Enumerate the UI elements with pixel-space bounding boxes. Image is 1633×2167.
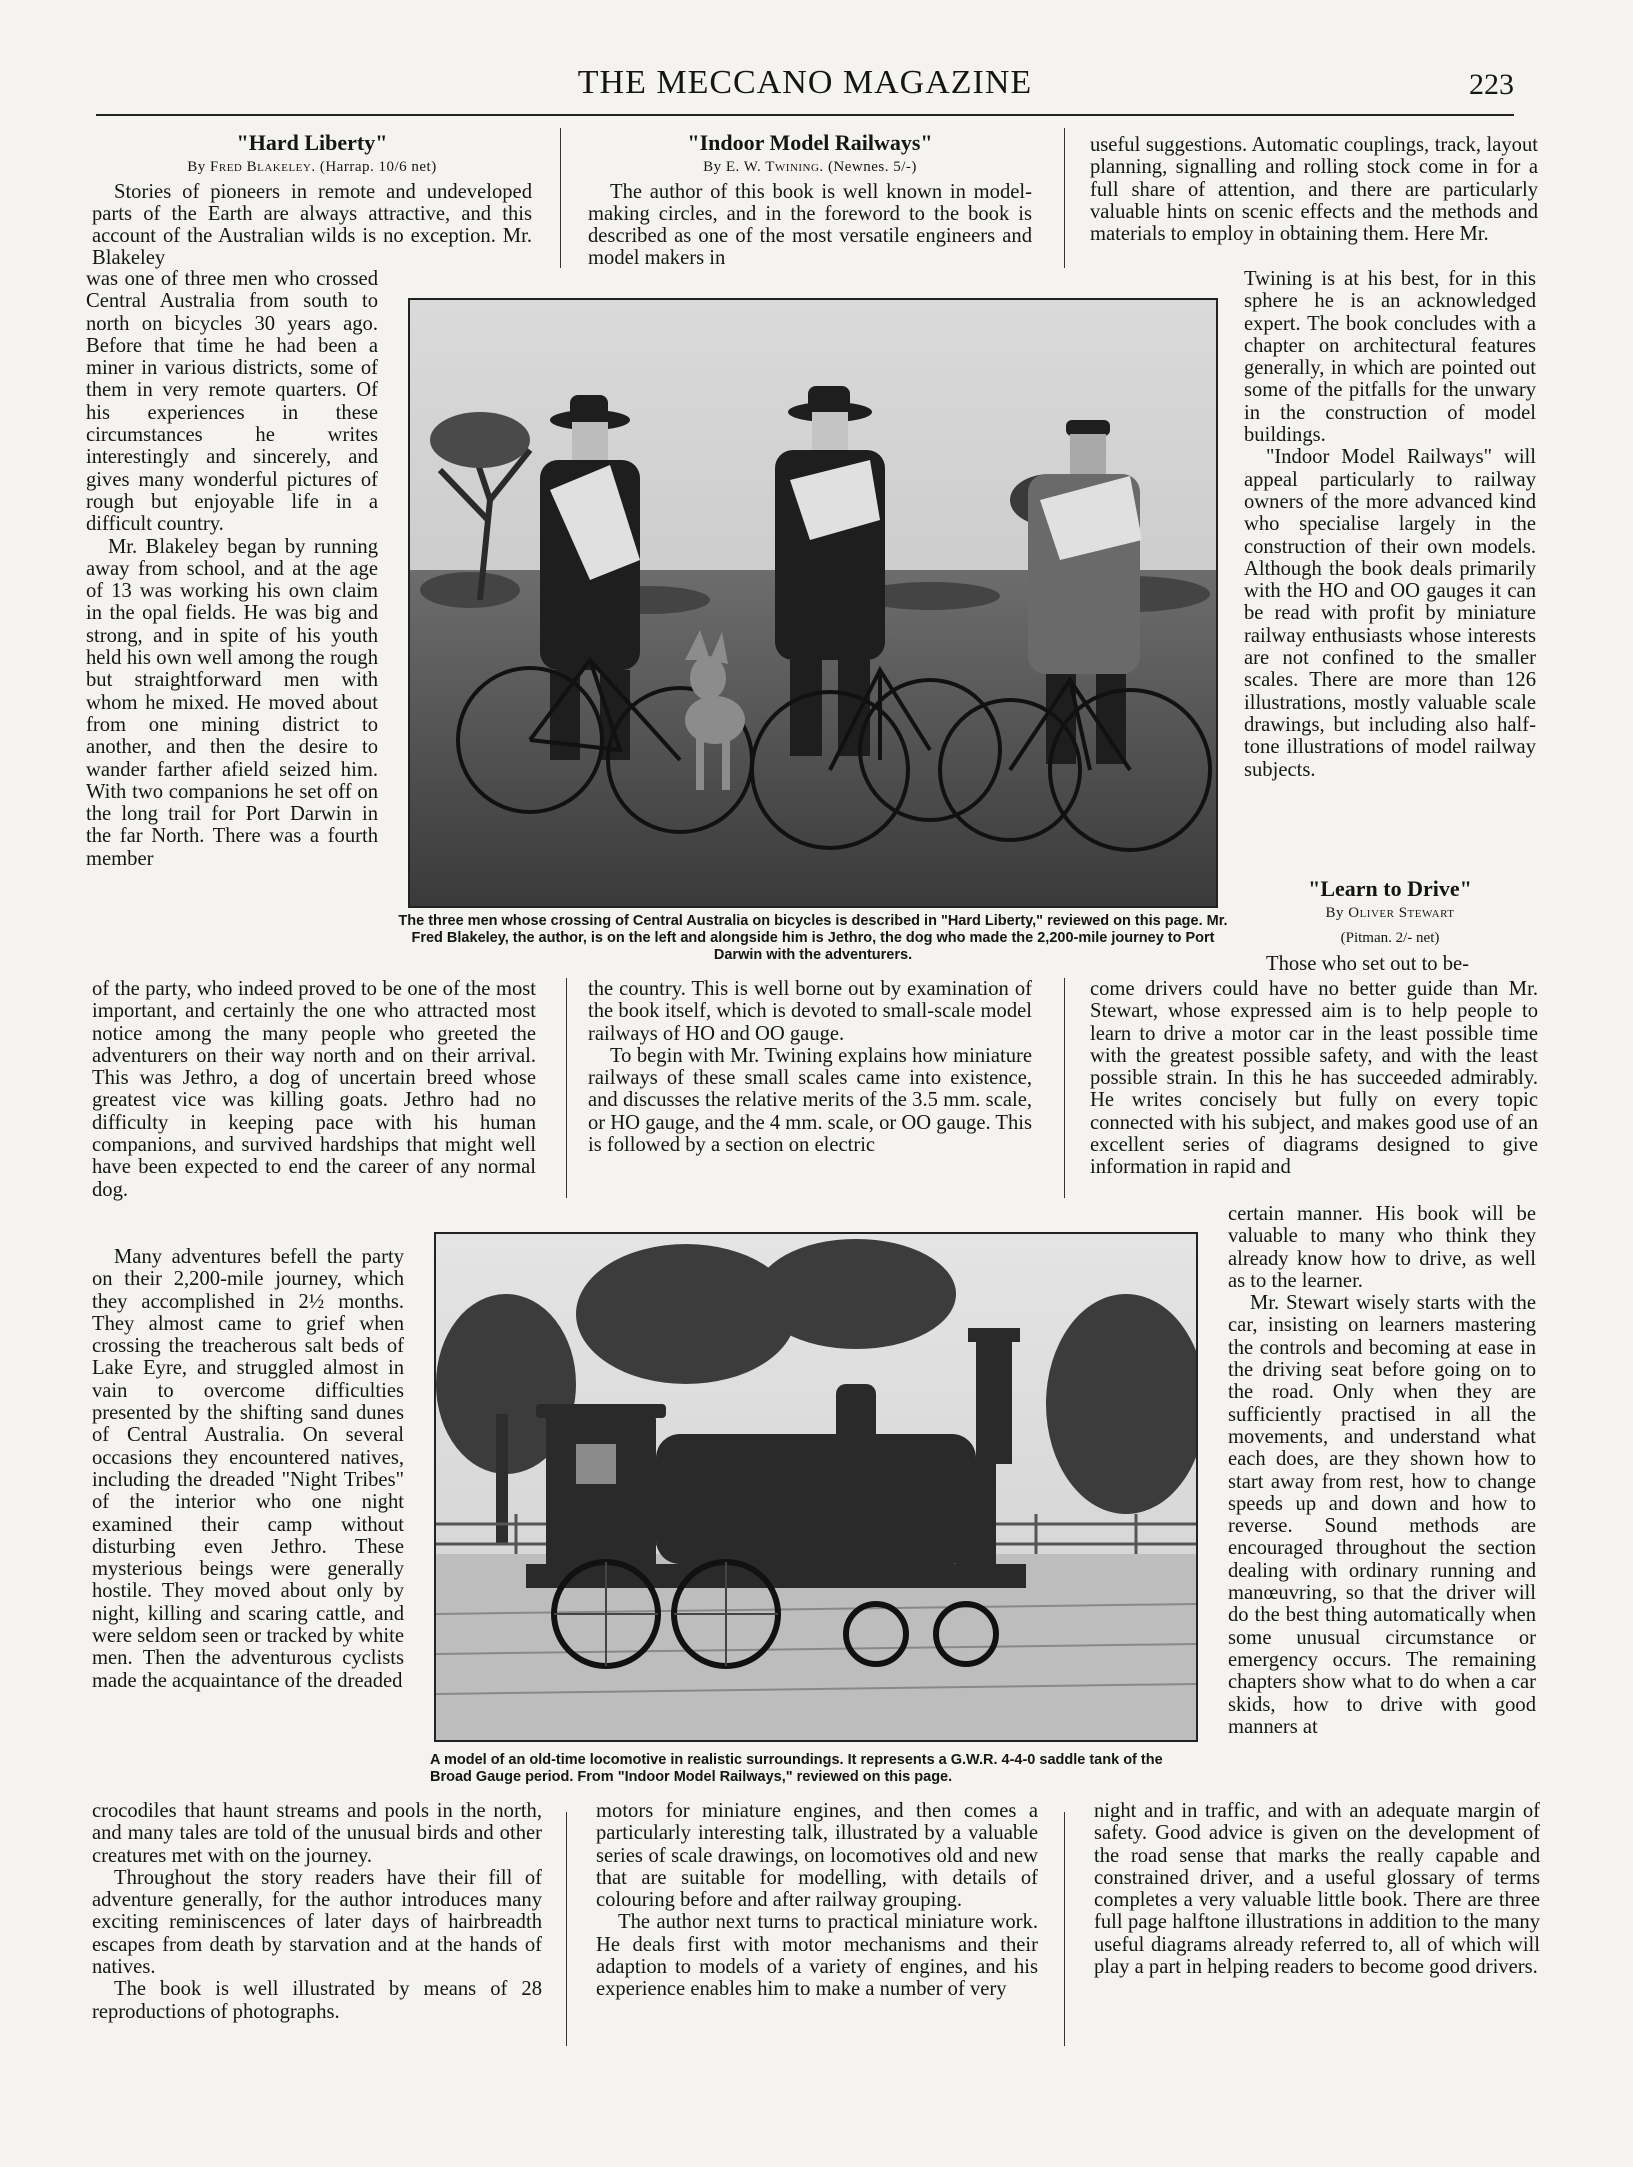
article-learn-to-drive-mid <box>1090 978 1538 1179</box>
paragraph: night and in traffic, and with an adequate margin of safety. Good advice is given on the development of the road sense that marks the really capable and constrained driver, and a useful glossary of terms completes a very valuable little book. There are three full page halftone illustrations in addition to the many useful diagrams already referred to, all of which will play a part in helping readers to become good drivers. <box>1094 1800 1540 1979</box>
publisher-info: (Newnes. 5/-) <box>827 159 917 176</box>
article-learn-to-drive-head <box>1244 878 1536 975</box>
byline-indoor-model-railways <box>588 156 1032 178</box>
column-rule-right-top <box>1064 128 1065 268</box>
column-rule-right-bottom <box>1064 1812 1065 2046</box>
article-indoor-railways-top <box>588 132 1032 270</box>
paragraph: motors for miniature engines, and then comes a particularly interesting talk, illustrated by a valuable series of scale drawings, on locomotives old and new that are suitable for modelling, with details of colouring before and after railway grouping. <box>596 1800 1038 1912</box>
article-hard-liberty-mid <box>92 978 536 1201</box>
publisher-info: (Harrap. 10/6 net) <box>319 159 437 176</box>
article-hard-liberty-bottom <box>92 1800 542 2023</box>
byline-prefix: By <box>1325 905 1344 922</box>
photo-locomotive <box>434 1232 1198 1742</box>
paragraph: Those who set out to be- <box>1266 952 1470 975</box>
heading-indoor-model-railways: "Indoor Model Railways" <box>687 130 933 155</box>
caption-locomotive-photo: A model of an old-time locomotive in realistic surroundings. It represents a G.W.R. 4-4-0 saddle tank of the Broad Gauge period. From "Indoor Model Railways," reviewed on this page. <box>430 1752 1163 1785</box>
paragraph: Twining is at his best, for in this sphere he is an acknowledged expert. The book concludes with a chapter on architectural features generally, in which are pointed out some of the pitfalls for the unwary in the construction of model buildings. <box>1244 268 1536 447</box>
heading-hard-liberty: "Hard Liberty" <box>236 130 388 155</box>
caption-cyclists-photo: The three men whose crossing of Central Australia on bicycles is described in "Hard Liberty," reviewed on this page. Mr. Fred Blakeley, the author, is on the left and alongside him is Jethro, the dog who made the 2,200-mile journey to Port Darwin with the adventurers. <box>398 913 1228 963</box>
photo-cyclists <box>408 298 1218 908</box>
paragraph: The author next turns to practical miniature work. He deals first with motor mechanisms and their adaption to models of a variety of engines, and his experience enables him to make a number of very <box>596 1911 1038 2001</box>
paragraph: certain manner. His book will be valuable to many who think they already know how to drive, as well as to the learner. <box>1228 1203 1536 1292</box>
byline-prefix: By <box>703 159 722 176</box>
article-hard-liberty-top <box>92 132 532 270</box>
paragraph: of the party, who indeed proved to be one of the most important, and certainly the one who attracted most notice among the many people who greeted the adventurers on their way north and on their arrival. This was Jethro, a dog of uncertain breed whose greatest vice was killing goats. Jethro had no difficulty in keeping pace with his human companions, and survived hardships that might well have been expected to end the career of any normal dog. <box>92 978 536 1201</box>
paragraph: Many adventures befell the party on their 2,200-mile journey, which they accomplished in 2½ months. They almost came to grief when crossing the treacherous salt beds of Lake Eyre, and struggled almost in vain to overcome difficulties presented by the shifting sand dunes of Central Australia. On several occasions they encountered natives, including the dreaded "Night Tribes" of the interior who one night examined their camp without disturbing even Jethro. These mysterious beings were generally hostile. They moved about only by night, killing and scaring cattle, and were seldom seen or tracked by white men. Then the adventurous cyclists made the acquaintance of the dreaded <box>92 1246 404 1692</box>
column-rule-left-top <box>560 128 561 268</box>
author-name: Oliver Stewart <box>1348 905 1455 922</box>
paragraph: useful suggestions. Automatic couplings, track, layout planning, signalling and rolling stock come in for a full share of attention, and there are particularly valuable hints on scenic effects and the methods and materials to employ in obtaining them. Here Mr. <box>1090 134 1538 246</box>
column-rule-left-mid <box>566 978 567 1198</box>
paragraph: was one of three men who crossed Central Australia from south to north on bicycles 30 years ago. Before that time he had been a miner in various districts, some of them in very remote quarters. Of his experiences in these circumstances he writes interestingly and sincerely, and gives many wonderful pictures of rough but enjoyable life in a difficult country. <box>86 268 378 536</box>
publisher-info: (Pitman. 2/- net) <box>1340 929 1440 946</box>
byline-prefix: By <box>187 159 206 176</box>
byline-learn-to-drive <box>1244 902 1536 924</box>
paragraph: "Indoor Model Railways" will appeal particularly to railway owners of the more advanced kind who specialise largely in the construction of their own models. Although the book deals primarily with the HO and OO gauges it can be read with profit by miniature railway enthusiasts whose interests are not confined to the smaller scales. There are more than 126 illustrations, mostly valuable scale drawings, but including also half-tone illustrations of model railway subjects. <box>1244 446 1536 781</box>
paragraph: crocodiles that haunt streams and pools in the north, and many tales are told of the unusual birds and other creatures met with on the journey. <box>92 1800 542 1867</box>
paragraph: come drivers could have no better guide than Mr. Stewart, whose expressed aim is to help people to learn to drive a motor car in the least possible time with the greatest possible safety, and with the least possible strain. In this he has succeeded admirably. He writes concisely but fully on every topic connected with his subject, and makes good use of an excellent series of diagrams designed to give information in rapid and <box>1090 978 1538 1179</box>
article-indoor-railways-right-narrow <box>1244 268 1536 781</box>
article-indoor-railways-bottom <box>596 1800 1038 2001</box>
byline-hard-liberty <box>92 156 532 178</box>
author-name: E. W. Twining. <box>725 159 824 176</box>
paragraph: Throughout the story readers have their fill of adventure generally, for the author introduces many exciting reminiscences of later days of hairbreadth escapes from death by starvation and at the hands of natives. <box>92 1866 542 1979</box>
column-rule-right-mid <box>1064 978 1065 1198</box>
locomotive-photo-illustration <box>436 1234 1196 1740</box>
cyclists-photo-illustration <box>410 300 1216 906</box>
paragraph: Mr. Stewart wisely starts with the car, insisting on learners mastering the controls and becoming at ease in the driving seat before going on to the road. Only when they are sufficiently practised in all the movements, and understand what each does, are they shown how to start away from rest, how to change speeds up and down and how to reverse. Sound methods are encouraged throughout the section dealing with ordinary running and manœuvring, so that the driver will do the best thing automatically when some unusual circumstance or emergency occurs. The remaining chapters show what to do when a car skids, how to drive with good manners at <box>1228 1292 1536 1738</box>
article-learn-to-drive-bottom <box>1094 1800 1540 1978</box>
page-number: 223 <box>1469 68 1514 101</box>
article-hard-liberty-narrow <box>86 268 378 870</box>
magazine-title: THE MECCANO MAGAZINE <box>577 64 1033 101</box>
article-indoor-railways-right-top <box>1090 134 1538 245</box>
article-learn-to-drive-narrow <box>1228 1203 1536 1738</box>
heading-learn-to-drive: "Learn to Drive" <box>1308 876 1472 901</box>
paragraph: The author of this book is well known in model-making circles, and in the foreword to the book is described as one of the most versatile engineers and model makers in <box>588 180 1032 270</box>
article-hard-liberty-lower <box>92 1246 404 1692</box>
paragraph: the country. This is well borne out by examination of the book itself, which is devoted to small-scale model railways of HO and OO gauge. <box>588 978 1032 1045</box>
article-indoor-railways-mid <box>588 978 1032 1156</box>
paragraph: The book is well illustrated by means of 28 reproductions of photographs. <box>92 1978 542 2023</box>
paragraph: To begin with Mr. Twining explains how miniature railways of these small scales came into existence, and discusses the relative merits of the 3.5 mm. scale, or HO gauge, and the 4 mm. scale, or OO gauge. This is followed by a section on electric <box>588 1044 1032 1157</box>
column-rule-left-bottom <box>566 1812 567 2046</box>
paragraph: Mr. Blakeley began by running away from school, and at the age of 13 was working his own claim in the opal fields. He was big and strong, and in spite of his youth held his own well among the rough but straightforward men with whom he mixed. He moved about from one mining district to another, and then the desire to wander farther afield seized him. With two companions he set off on the long trail for Port Darwin in the far North. There was a fourth member <box>86 535 378 870</box>
author-name: Fred Blakeley. <box>210 159 316 176</box>
masthead <box>96 62 1514 116</box>
paragraph: Stories of pioneers in remote and undeveloped parts of the Earth are always attractive, and this account of the Australian wilds is no exception. Mr. Blakeley <box>92 180 532 270</box>
